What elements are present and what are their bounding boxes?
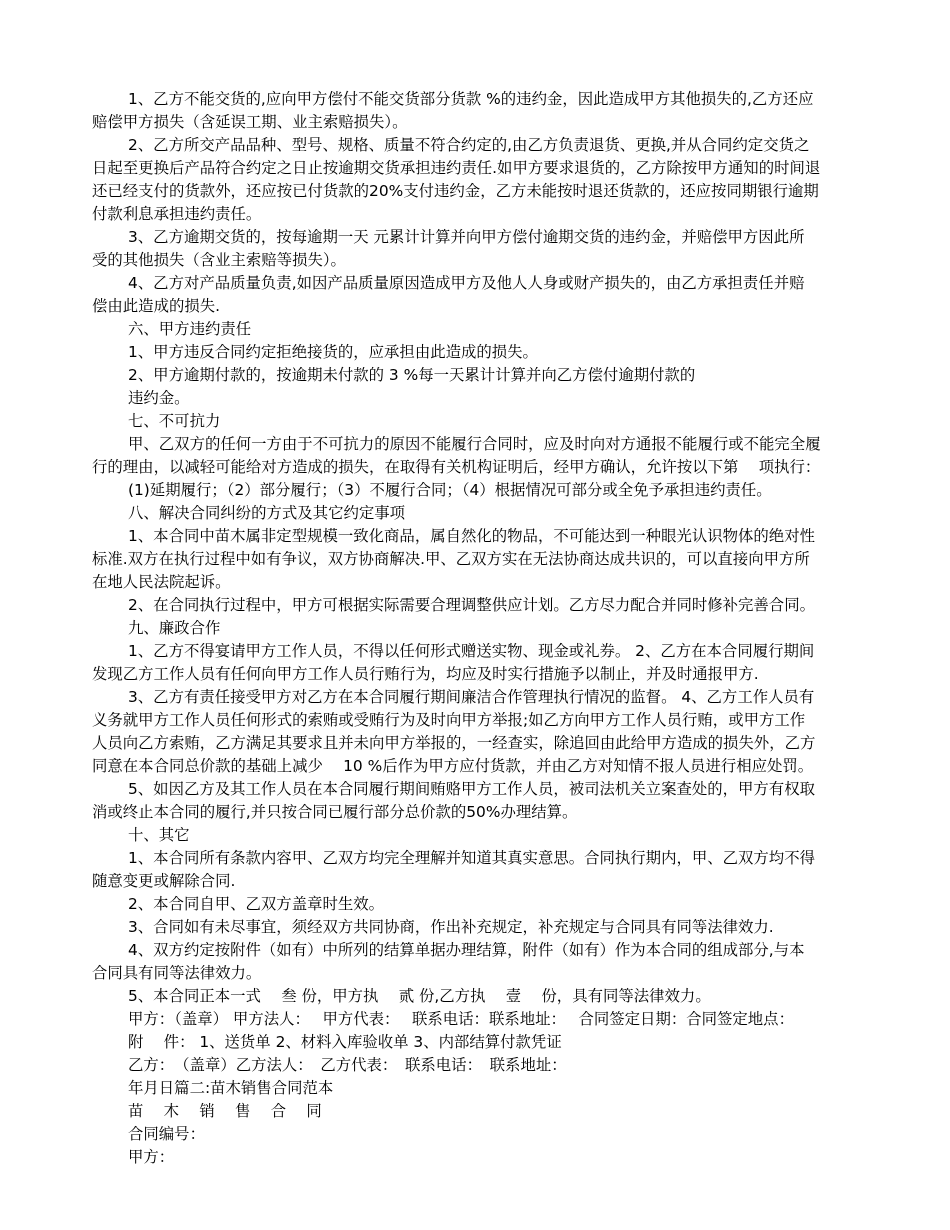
text-line: 同意在本合同总价款的基础上减少 10 %后作为甲方应付货款，并由乙方对知情不报人员进行相应处罚。: [92, 757, 814, 775]
text-line: 2、本合同自甲、乙双方盖章时生效。: [128, 895, 385, 913]
text-line: 赔偿甲方损失（含延误工期、业主索赔损失）。: [92, 113, 408, 131]
text-line: 3、合同如有未尽事宜，须经双方共同协商，作出补充规定，补充规定与合同具有同等法律效力.: [128, 918, 774, 936]
section-heading: 七、不可抗力: [128, 412, 221, 430]
text-line: 合同具有同等法律效力。: [92, 964, 262, 982]
text-line: 标准.双方在执行过程中如有争议，双方协商解决.甲、乙双方实在无法协商达成共识的，可以直接向甲方所: [92, 550, 810, 568]
party-a-label: 甲方：: [128, 1148, 175, 1166]
text-line: 人员向乙方索贿，乙方满足其要求且并未向甲方举报的，一经查实，除追回由此给甲方造成的损失外，乙方: [92, 734, 816, 752]
section-heading: 六、甲方违约责任: [128, 320, 252, 338]
text-line: 消或终止本合同的履行,并只按合同已履行部分总价款的50%办理结算。: [92, 803, 578, 821]
section-heading: 十、其它: [128, 826, 190, 844]
text-line: 在地人民法院起诉。: [92, 573, 231, 591]
text-line: 2、在合同执行过程中，甲方可根据实际需要合理调整供应计划。乙方尽力配合并同时修补完善合同。: [128, 596, 815, 614]
text-line: 受的其他损失（含业主索赔等损失）。: [92, 251, 346, 269]
text-line: 随意变更或解除合同.: [92, 872, 236, 890]
text-line: 2、乙方所交产品品种、型号、规格、质量不符合约定的,由乙方负责退货、更换,并从合同约定交货之: [128, 136, 810, 154]
section-heading: 八、解决合同纠纷的方式及其它约定事项: [128, 504, 406, 522]
text-line: 付款利息承担违约责任。: [92, 205, 262, 223]
text-line: (1)延期履行；（2）部分履行；（3）不履行合同；（4）根据情况可部分或全免予承担违约责任。: [128, 481, 772, 499]
text-line: 4、双方约定按附件（如有）中所列的结算单据办理结算，附件（如有）作为本合同的组成部分,与本: [128, 941, 805, 959]
text-line: 行的理由，以减轻可能给对方造成的损失，在取得有关机构证明后，经甲方确认，允许按以下第 项执行：: [92, 458, 821, 476]
text-line: 1、本合同中苗木属非定型规模一致化商品，属自然化的物品，不可能达到一种眼光认识物体的绝对性: [128, 527, 815, 545]
text-line: 义务就甲方工作人员任何形式的索贿或受贿行为及时向甲方举报;如乙方向甲方工作人员行贿，或甲方工作: [92, 711, 806, 729]
text-line: 1、乙方不得宴请甲方工作人员，不得以任何形式赠送实物、现金或礼券。 2、乙方在本合同履行期间: [128, 642, 815, 660]
text-line: 甲、乙双方的任何一方由于不可抗力的原因不能履行合同时，应及时向对方通报不能履行或不能完全履: [128, 435, 821, 453]
text-line: 1、乙方不能交货的,应向甲方偿付不能交货部分货款 %的违约金，因此造成甲方其他损失的,乙方还应: [128, 90, 814, 108]
text-line: 4、乙方对产品质量负责,如因产品质量原因造成甲方及他人人身或财产损失的，由乙方承担责任并赔: [128, 274, 805, 292]
text-line: 1、本合同所有条款内容甲、乙双方均完全理解并知道其真实意思。合同执行期内，甲、乙双方均不得: [128, 849, 815, 867]
text-line: 发现乙方工作人员有任何向甲方工作人员行贿行为，均应及时实行措施予以制止，并及时通报甲方.: [92, 665, 759, 683]
text-line: 还已经支付的货款外，还应按已付货款的20%支付违约金，乙方未能按时退还货款的，还应按同期银行逾期: [92, 182, 819, 200]
text-line: 违约金。: [128, 389, 190, 407]
text-line: 偿由此造成的损失.: [92, 297, 221, 315]
contract-title: 苗 木 销 售 合 同: [128, 1102, 322, 1120]
text-line: 5、本合同正本一式 叁 份，甲方执 贰 份,乙方执 壹 份，具有同等法律效力。: [128, 987, 711, 1005]
attachments-line: 附 件： 1、送货单 2、材料入库验收单 3、内部结算付款凭证: [128, 1033, 562, 1051]
text-line: 3、乙方逾期交货的，按每逾期一天 元累计计算并向甲方偿付逾期交货的违约金，并赔偿甲方因此所: [128, 228, 805, 246]
text-line: 1、甲方违反合同约定拒绝接货的，应承担由此造成的损失。: [128, 343, 538, 361]
section-heading: 九、廉政合作: [128, 619, 221, 637]
text-line: 年月日篇二:苗木销售合同范本: [128, 1079, 334, 1097]
contract-number-label: 合同编号：: [128, 1125, 205, 1143]
text-line: 5、如因乙方及其工作人员在本合同履行期间贿赂甲方工作人员，被司法机关立案查处的，甲方有权取: [128, 780, 815, 798]
text-line: 3、乙方有责任接受甲方对乙方在本合同履行期间廉洁合作管理执行情况的监督。 4、乙方工作人员有: [128, 688, 815, 706]
signature-line-party-b: 乙方： （盖章）乙方法人： 乙方代表： 联系电话： 联系地址：: [128, 1056, 567, 1074]
text-line: 2、甲方逾期付款的，按逾期未付款的 3 %每一天累计计算并向乙方偿付逾期付款的: [128, 366, 696, 384]
signature-line-party-a: 甲方：（盖章） 甲方法人： 甲方代表： 联系电话：联系地址： 合同签定日期：合同签定地点：: [128, 1010, 794, 1028]
text-line: 日起至更换后产品符合约定之日止按逾期交货承担违约责任.如甲方要求退货的，乙方除按甲方通知的时间退: [92, 159, 821, 177]
